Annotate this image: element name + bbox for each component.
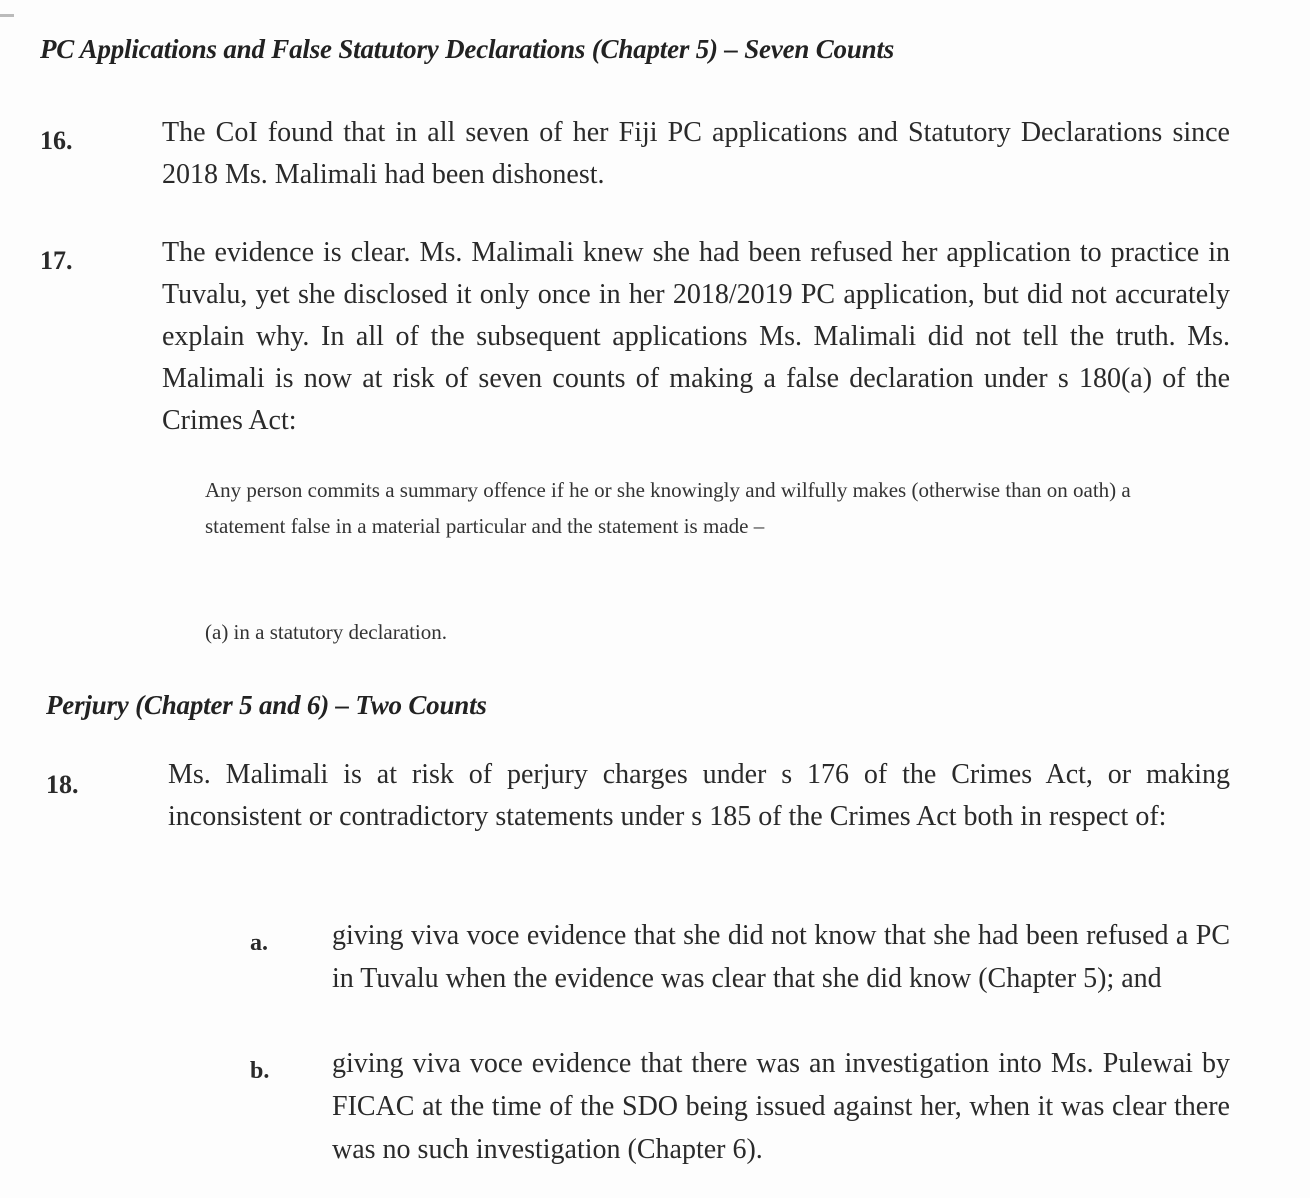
paragraph-18 — [46, 754, 1230, 838]
paragraph-text: Ms. Malimali is at risk of perjury charges under s 176 of the Crimes Act, or making inconsistent or contradictory statements under s 185 of the Crimes Act both in respect of: — [168, 759, 1230, 832]
paragraph-text: The evidence is clear. Ms. Malimali knew she had been refused her application to practice in Tuvalu, yet she disclosed it only once in her 2018/2019 PC application, but did not accurately explain why. In all of the subsequent applications Ms. Malimali did not tell the truth. Ms. Malimali is now at risk of seven counts of making a false declaration under s 180(a) of the Crimes Act: — [162, 237, 1230, 436]
paragraph-number: 18. — [46, 770, 79, 799]
statute-subclause: (a) in a statutory declaration. — [205, 620, 447, 644]
subitem-label: b. — [250, 1058, 270, 1084]
subitem-b — [250, 1042, 1230, 1171]
subitem-text: giving viva voce evidence that she did not know that she had been refused a PC in Tuvalu when the evidence was clear that she did know (Chapter 5); and — [332, 920, 1230, 994]
paragraph-17 — [40, 232, 1230, 442]
subitem-a — [250, 914, 1230, 1000]
paragraph-number: 16. — [40, 126, 73, 155]
paragraph-text: The CoI found that in all seven of her Fiji PC applications and Statutory Declarations since 2018 Ms. Malimali had been dishonest. — [162, 117, 1230, 190]
paragraph-16 — [40, 112, 1230, 196]
statute-quote: Any person commits a summary offence if he or she knowingly and wilfully makes (otherwise than on oath) a statement false in a material particular and the statement is made – — [205, 478, 1131, 538]
subitem-text: giving viva voce evidence that there was an investigation into Ms. Pulewai by FICAC at the time of the SDO being issued against her, when it was clear there was no such investigation (Chapter 6). — [332, 1048, 1230, 1165]
subitem-label: a. — [250, 930, 268, 956]
section-heading-perjury: Perjury (Chapter 5 and 6) – Two Counts — [46, 690, 487, 720]
section-heading-pc-applications: PC Applications and False Statutory Declarations (Chapter 5) – Seven Counts — [40, 34, 895, 64]
scan-mark — [0, 14, 14, 17]
paragraph-number: 17. — [40, 246, 73, 275]
